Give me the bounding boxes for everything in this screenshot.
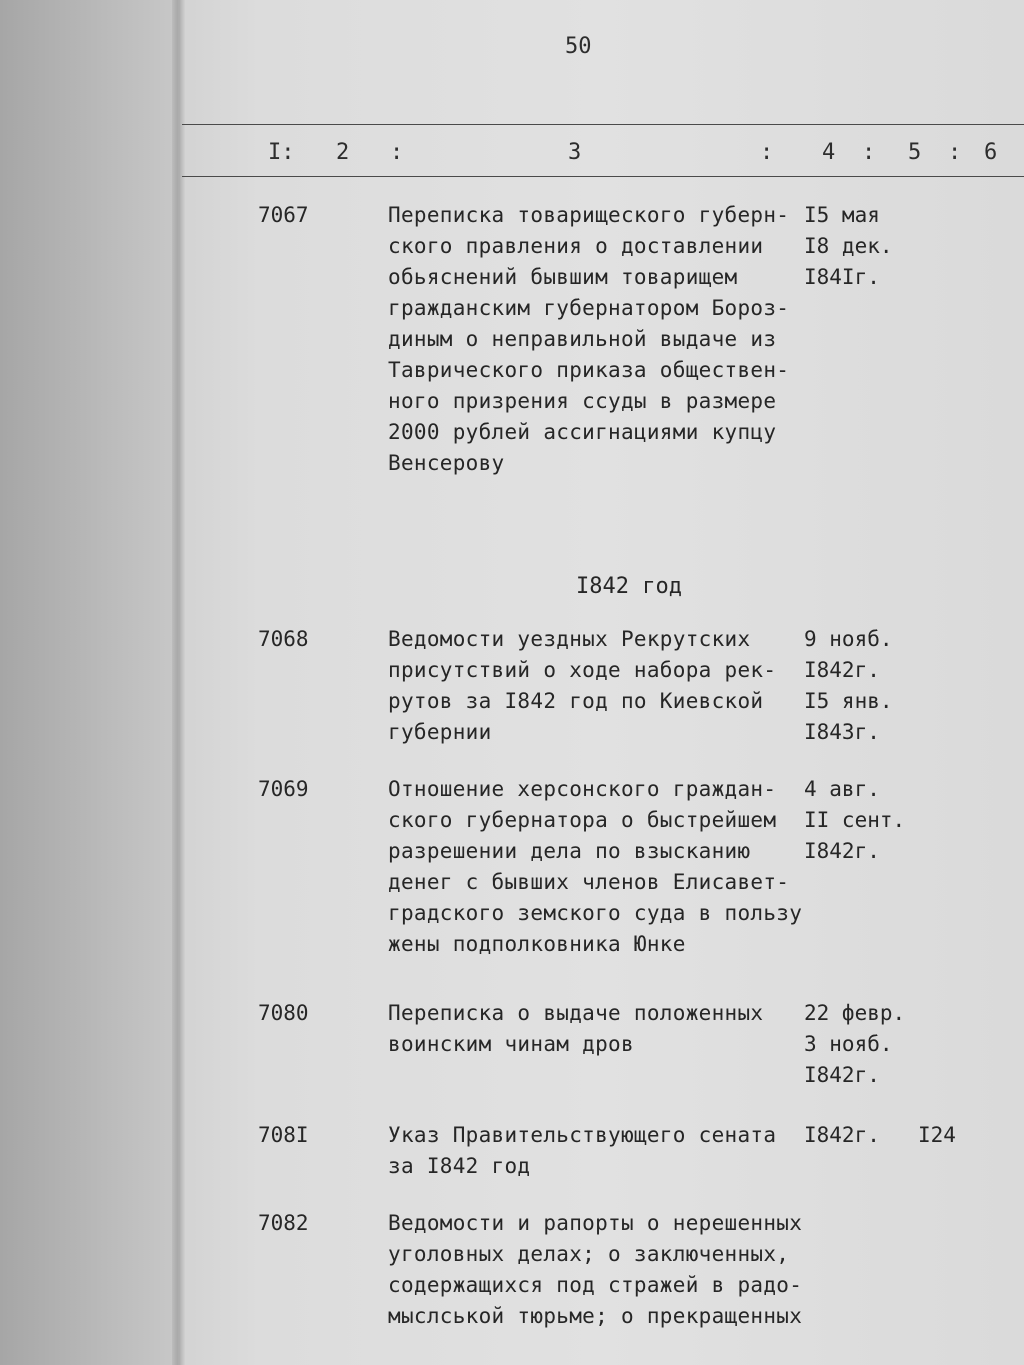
entry-dates: 9 нояб. I842г. I5 янв. I843г. [804,627,893,744]
entry-number: 7069 [258,777,309,801]
header-rule-top [182,124,1024,125]
entry-dates: 4 авг. II сент. I842г. [804,777,906,863]
entry-description: Ведомости уездных Рекрутских присутствий о ходе набора рек- рутов за I842 год по Киевской губернии [388,627,777,744]
entry-description: Переписка товарищеского губерн- ского правления о доставлении обьяснений бывшим товарищем гражданским губернатором Бороз- диным о неправильной выдаче из Таврического приказа обществен- ного призрения ссуды в размере 2000 рублей ассигнациями купцу Венсерову [388,203,790,475]
entry-number: 7080 [258,1001,309,1025]
header-col-1: I: [268,140,295,165]
entry-sheets: I24 [918,1123,956,1147]
entry-number: 7067 [258,203,309,227]
header-col-2: 2 [336,140,350,165]
header-col-4: 4 [822,140,836,165]
header-separator: : [948,140,962,165]
facing-page [0,0,178,1365]
page-fold [172,0,186,1365]
entry-dates: I842г. [804,1123,880,1147]
header-col-3: 3 [568,140,582,165]
year-heading: I842 год [576,574,682,599]
entry-number: 708I [258,1123,309,1147]
entry-number: 7068 [258,627,309,651]
entry-description: Указ Правительствующего сената за I842 год [388,1123,777,1178]
entry-dates: 22 февр. 3 нояб. I842г. [804,1001,906,1087]
header-col-5: 5 [908,140,922,165]
entry-description: Ведомости и рапорты о нерешенных уголовных делах; о заключенных, содержащихся под стражей в радо- мыслськой тюрьме; о прекращенных [388,1211,803,1328]
header-col-6: 6 [984,140,998,165]
header-separator: : [862,140,876,165]
entry-description: Отношение херсонского граждан- ского губернатора о быстрейшем разрешении дела по взысканию денег с бывших членов Елисавет- градского земского суда в пользу жены подполковника Юнке [388,777,803,956]
header-rule-bottom [182,176,1024,177]
header-separator: : [390,140,404,165]
page-number: 50 [565,34,592,59]
entry-number: 7082 [258,1211,309,1235]
header-separator: : [760,140,774,165]
entry-dates: I5 мая I8 дек. I84Iг. [804,203,893,289]
entry-description: Переписка о выдаче положенных воинским чинам дров [388,1001,764,1056]
